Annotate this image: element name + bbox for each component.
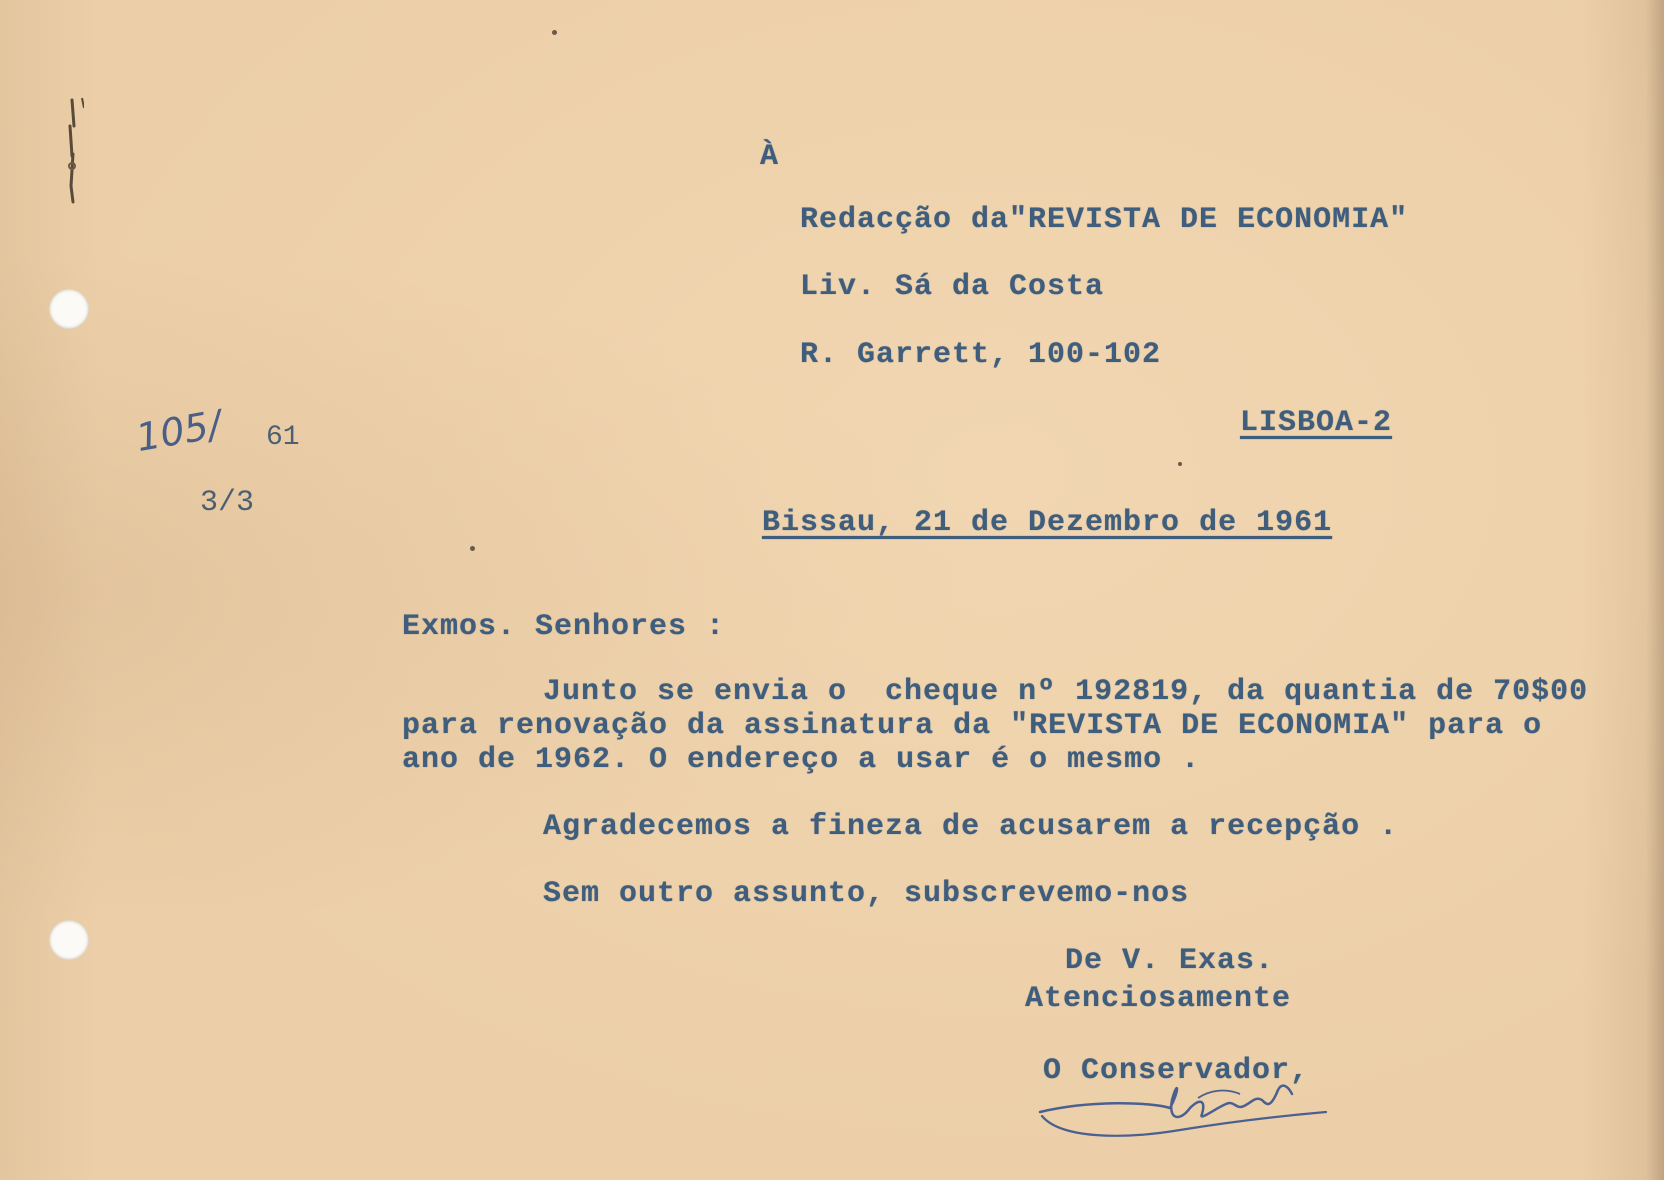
punch-hole-icon xyxy=(49,920,89,960)
body-paragraph-1-line-2: para renovação da assinatura da "REVISTA DE ECONOMIA" para o xyxy=(402,709,1543,743)
sheet-number: 3/3 xyxy=(200,486,255,520)
salutation: Exmos. Senhores : xyxy=(402,610,726,644)
closing-line-2: Atenciosamente xyxy=(1025,982,1292,1016)
signature-icon xyxy=(1030,1060,1330,1170)
recipient-city: LISBOA-2 xyxy=(1240,406,1393,440)
handwritten-reference: 105/ xyxy=(132,401,225,461)
staple-icon xyxy=(58,96,84,206)
paper-speck xyxy=(552,30,557,35)
recipient-line-1: Redacção da"REVISTA DE ECONOMIA" xyxy=(800,203,1409,237)
body-paragraph-1-line-1: Junto se envia o cheque nº 192819, da quantia de 70$00 xyxy=(543,675,1589,709)
body-paragraph-3: Sem outro assunto, subscrevemo-nos xyxy=(543,877,1190,911)
paper-edge-shadow xyxy=(1646,0,1664,1180)
reference-year: 61 xyxy=(266,422,300,453)
punch-hole-icon xyxy=(49,289,89,329)
recipient-line-2: Liv. Sá da Costa xyxy=(800,270,1105,304)
body-paragraph-2: Agradecemos a fineza de acusarem a recepção . xyxy=(543,810,1399,844)
recipient-line-3: R. Garrett, 100-102 xyxy=(800,338,1162,372)
recipient-prefix: À xyxy=(760,140,780,174)
closing-line-1: De V. Exas. xyxy=(1065,944,1275,978)
paper-speck xyxy=(1178,462,1182,466)
closing-title: O Conservador, xyxy=(1043,1054,1310,1088)
body-paragraph-1-line-3: ano de 1962. O endereço a usar é o mesmo . xyxy=(402,743,1201,777)
paper-speck xyxy=(470,546,475,551)
date-line: Bissau, 21 de Dezembro de 1961 xyxy=(762,506,1333,540)
